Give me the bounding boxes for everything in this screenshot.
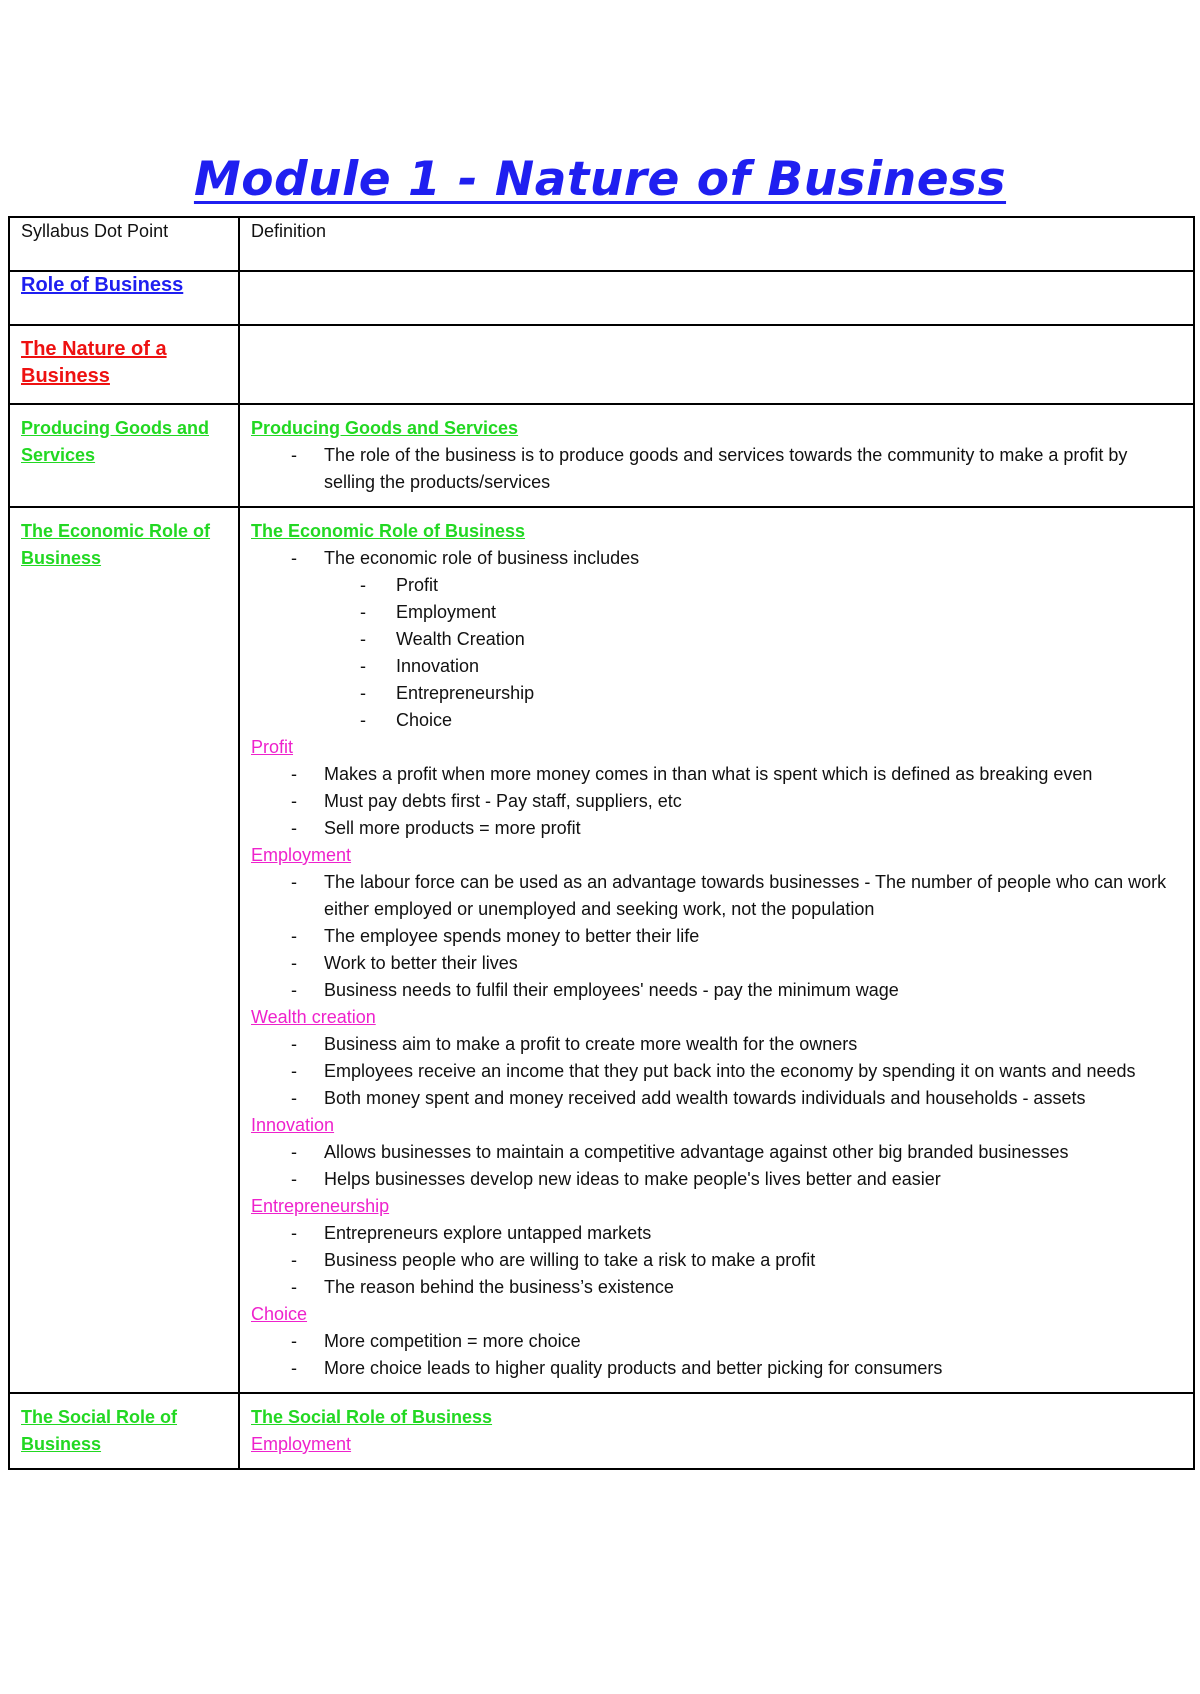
page-title: Module 1 - Nature of Business — [193, 152, 1007, 207]
label-social-role: The Social Role of Business — [21, 1407, 178, 1454]
economic-includes-list — [251, 572, 1183, 734]
list-item: - Business aim to make a profit to create more wealth for the owners — [324, 1031, 1183, 1058]
list-item: - Profit — [396, 572, 1183, 599]
list-item: - More choice leads to higher quality products and better picking for consumers — [324, 1355, 1183, 1382]
subheading-employment: Employment — [251, 845, 352, 865]
syllabus-table — [8, 216, 1195, 1470]
list-item: - Innovation — [396, 653, 1183, 680]
list-item: - The labour force can be used as an advantage towards businesses - The number of people who can work either employed or unemployed and seeking work, not the population — [324, 869, 1183, 923]
subheading-entrepreneurship: Entrepreneurship — [251, 1196, 390, 1216]
points-list — [251, 761, 1183, 842]
subheading-innovation: Innovation — [251, 1115, 335, 1135]
header-syllabus-dot-point: Syllabus Dot Point — [9, 217, 239, 271]
list-item: - Helps businesses develop new ideas to make people's lives better and easier — [324, 1166, 1183, 1193]
points-list — [251, 1220, 1183, 1301]
list-item: - The employee spends money to better their life — [324, 923, 1183, 950]
list-item: - Both money spent and money received add wealth towards individuals and households - assets — [324, 1085, 1183, 1112]
points-list — [251, 869, 1183, 1004]
list-item: - Entrepreneurship — [396, 680, 1183, 707]
list-item: - The role of the business is to produce goods and services towards the community to make a profit by selling the products/services — [324, 442, 1183, 496]
list-item: - Wealth Creation — [396, 626, 1183, 653]
list-item: - Sell more products = more profit — [324, 815, 1183, 842]
table-row-economic-role — [9, 507, 1194, 1393]
list-item: - The reason behind the business’s existence — [324, 1274, 1183, 1301]
section-nature-of-business: The Nature of a Business — [21, 338, 167, 387]
producing-points-list — [251, 442, 1183, 496]
header-definition: Definition — [239, 217, 1194, 271]
list-item: - Choice — [396, 707, 1183, 734]
label-producing-goods: Producing Goods and Services — [21, 418, 209, 465]
heading-producing-goods: Producing Goods and Services — [251, 418, 519, 438]
table-header-row — [9, 217, 1194, 271]
points-list — [251, 1031, 1183, 1112]
empty-cell — [239, 325, 1194, 404]
empty-cell — [239, 271, 1194, 325]
points-list — [251, 1328, 1183, 1382]
list-item: - Allows businesses to maintain a competitive advantage against other big branded businesses — [324, 1139, 1183, 1166]
economic-groups — [251, 734, 1183, 1382]
label-economic-role: The Economic Role of Business — [21, 521, 211, 568]
list-item: - Business people who are willing to take a risk to make a profit — [324, 1247, 1183, 1274]
subheading-choice: Choice — [251, 1304, 308, 1324]
subheading-profit: Profit — [251, 737, 294, 757]
table-row-social-role — [9, 1393, 1194, 1469]
list-item: - Employment — [396, 599, 1183, 626]
list-item: - Entrepreneurs explore untapped markets — [324, 1220, 1183, 1247]
subheading-social-employment: Employment — [251, 1434, 352, 1454]
table-row-role-of-business — [9, 271, 1194, 325]
list-item: - The economic role of business includes — [324, 545, 1183, 572]
list-item: - Makes a profit when more money comes in than what is spent which is defined as breaking even — [324, 761, 1183, 788]
points-list — [251, 1139, 1183, 1193]
heading-social-role: The Social Role of Business — [251, 1407, 493, 1427]
economic-intro-list — [251, 545, 1183, 572]
subheading-wealth-creation: Wealth creation — [251, 1007, 376, 1027]
list-item: - More competition = more choice — [324, 1328, 1183, 1355]
list-item: - Must pay debts first - Pay staff, suppliers, etc — [324, 788, 1183, 815]
table-row-producing-goods — [9, 404, 1194, 507]
list-item: - Business needs to fulfil their employees' needs - pay the minimum wage — [324, 977, 1183, 1004]
heading-economic-role: The Economic Role of Business — [251, 521, 526, 541]
table-row-nature-of-business — [9, 325, 1194, 404]
list-item: - Employees receive an income that they put back into the economy by spending it on wants and needs — [324, 1058, 1183, 1085]
section-role-of-business: Role of Business — [21, 274, 184, 296]
list-item: - Work to better their lives — [324, 950, 1183, 977]
